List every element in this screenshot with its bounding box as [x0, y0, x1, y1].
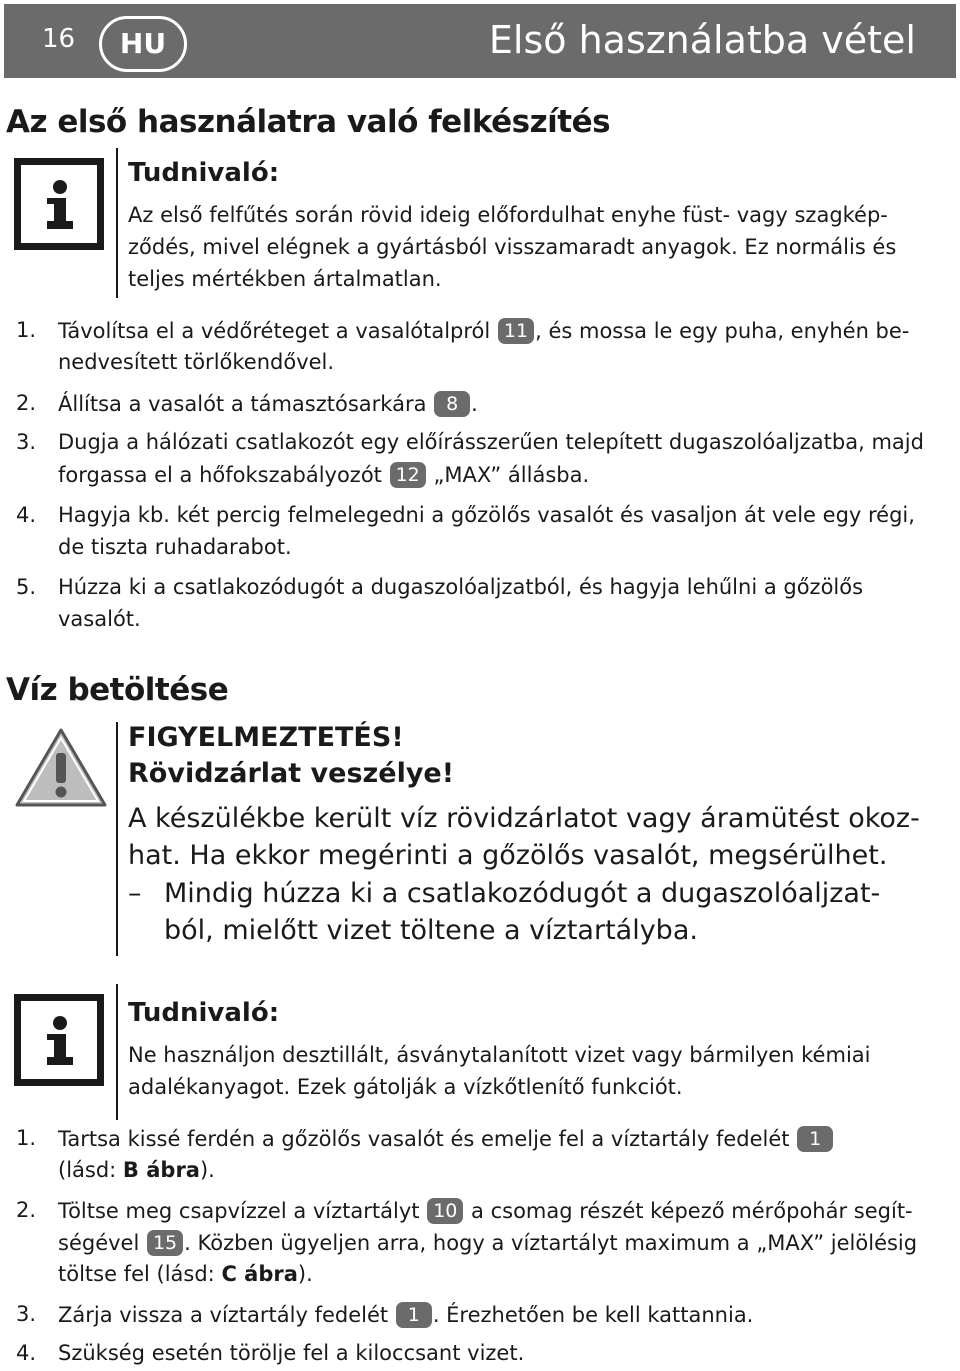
note-text-line: Ne használjon desztillált, ásványtalanított vizet vagy bármilyen kémiai: [128, 1043, 871, 1067]
note-text-line: adalékanyagot. Ezek gátolják a vízkőtlenítő funkciót.: [128, 1075, 683, 1099]
part-number-badge: 1: [396, 1302, 432, 1328]
part-number-badge: 11: [498, 318, 534, 344]
warning-bullet-dash: –: [128, 878, 142, 909]
warning-divider: [116, 722, 118, 956]
note-text-line: Az első felfűtés során rövid ideig előfordulhat enyhe füst- vagy szagkép-: [128, 203, 888, 227]
page-header: [4, 4, 956, 78]
figure-reference: C ábra: [221, 1262, 298, 1286]
language-badge: HU: [99, 16, 187, 72]
warning-text-line: A készülékbe került víz rövidzárlatot vagy áramütést okoz-: [128, 803, 920, 834]
info-icon: [14, 994, 104, 1086]
note-text-line: teljes mértékben ártalmatlan.: [128, 267, 442, 291]
part-number-badge: 8: [434, 391, 470, 417]
warning-subtitle: Rövidzárlat veszélye!: [128, 758, 455, 789]
warning-bullet-line: Mindig húzza ki a csatlakozódugót a dugaszolóaljzat-: [164, 878, 881, 909]
warning-triangle-icon: [14, 726, 108, 808]
warning-bullet-line: ból, mielőtt vizet töltene a víztartályba.: [164, 915, 698, 946]
info-icon: [14, 158, 104, 250]
note-divider: [116, 984, 118, 1120]
figure-reference: B ábra: [122, 1158, 200, 1182]
page-number: 16: [42, 24, 76, 54]
part-number-badge: 1: [797, 1126, 833, 1152]
part-number-badge: 15: [147, 1230, 183, 1256]
warning-title: FIGYELMEZTETÉS!: [128, 722, 404, 753]
note-title: Tudnivaló:: [128, 998, 280, 1028]
note-text-line: ződés, mivel elégnek a gyártásból visszamaradt anyagok. Ez normális és: [128, 235, 897, 259]
note-divider: [116, 148, 118, 298]
part-number-badge: 12: [390, 462, 426, 488]
section-heading-water-filling: Víz betöltése: [6, 672, 229, 708]
note-title: Tudnivaló:: [128, 158, 280, 188]
chapter-title: Első használatba vétel: [488, 18, 916, 62]
warning-text-line: hat. Ha ekkor megérinti a gőzölős vasalót, megsérülhet.: [128, 840, 888, 871]
part-number-badge: 10: [427, 1198, 463, 1224]
section-heading-preparation: Az első használatra való felkészítés: [6, 104, 611, 140]
